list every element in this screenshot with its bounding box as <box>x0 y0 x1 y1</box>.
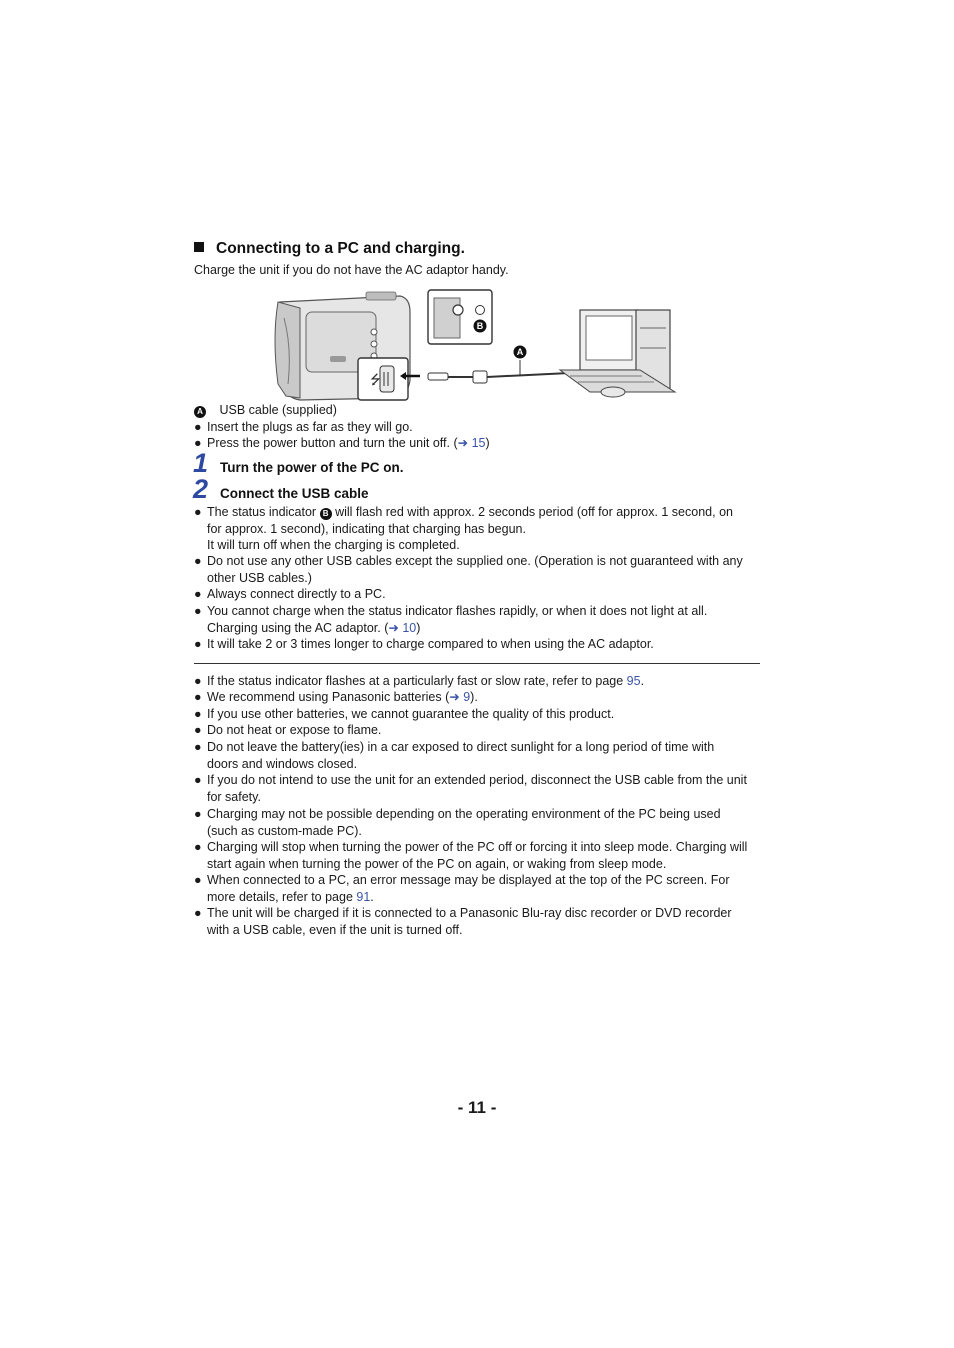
camcorder-pc-diagram <box>270 288 690 402</box>
section-heading <box>194 240 465 258</box>
page-link[interactable]: 91 <box>356 889 371 904</box>
bullet-icon: ● <box>194 637 202 651</box>
bullet-icon: ● <box>194 420 202 434</box>
list-item: ● Do not heat or expose to flame. <box>194 723 382 737</box>
bullet-icon: ● <box>194 906 202 920</box>
step-number: 1 <box>193 448 209 478</box>
marker-b-badge: B <box>320 508 332 520</box>
list-item: ● If the status indicator flashes at a particularly fast or slow rate, refer to page 95. <box>194 674 645 688</box>
list-item: ● Insert the plugs as far as they will go. <box>194 420 413 434</box>
bullet-icon: ● <box>194 873 202 887</box>
bullet-icon: ● <box>194 740 202 754</box>
list-item: ● Press the power button and turn the unit off. (➜ 15) <box>194 436 490 450</box>
square-bullet-icon <box>194 242 204 252</box>
page-link[interactable]: ➜ 15 <box>457 436 486 450</box>
usb-cable-icon <box>400 346 590 384</box>
list-item: ● The unit will be charged if it is connected to a Panasonic Blu-ray disc recorder or DVD recorder with a USB cable, even if the unit is turned off. <box>194 906 732 937</box>
list-item: ● The status indicator B will flash red with approx. 2 seconds period (off for approx. 1 second, on for approx. 1 second), indicating that charging has begun. It will turn off when the charging is completed. <box>194 505 733 553</box>
legend-text: USB cable (supplied) <box>219 403 337 417</box>
marker-b-label: B <box>476 321 484 331</box>
list-item: ● We recommend using Panasonic batteries (➜ 9). <box>194 690 478 704</box>
bullet-icon: ● <box>194 807 202 821</box>
bullet-icon: ● <box>194 604 202 618</box>
list-item: ● Do not use any other USB cables except the supplied one. (Operation is not guaranteed with any other USB cables.) <box>194 554 743 585</box>
section-intro: Charge the unit if you do not have the AC adaptor handy. <box>194 263 509 277</box>
page-link[interactable]: ➜ 9 <box>449 690 471 704</box>
step-label: Connect the USB cable <box>220 486 369 501</box>
bullet-icon: ● <box>194 707 202 721</box>
bullet-icon: ● <box>194 773 202 787</box>
page-link[interactable]: ➜ 10 <box>388 620 417 635</box>
marker-a-badge: A <box>194 406 206 418</box>
pc-icon <box>560 310 675 397</box>
connection-illustration <box>270 288 690 402</box>
list-item: ● When connected to a PC, an error message may be displayed at the top of the PC screen. For more details, refer to page 91. <box>194 873 730 904</box>
list-item: ● You cannot charge when the status indicator flashes rapidly, or when it does not light at all. Charging using the AC adaptor. (➜ 10) <box>194 604 708 635</box>
bullet-icon: ● <box>194 554 202 568</box>
list-item: ● It will take 2 or 3 times longer to charge compared to when using the AC adaptor. <box>194 637 654 651</box>
usb-port-inset <box>358 358 408 400</box>
list-item: ● If you do not intend to use the unit for an extended period, disconnect the USB cable from the unit for safety. <box>194 773 747 804</box>
list-item: ● Charging may not be possible depending on the operating environment of the PC being used (such as custom-made PC). <box>194 807 721 838</box>
bullet-icon: ● <box>194 587 202 601</box>
bullet-icon: ● <box>194 840 202 854</box>
marker-a-label: A <box>516 347 524 357</box>
list-item: ● Always connect directly to a PC. <box>194 587 386 601</box>
page-link[interactable]: 95 <box>626 674 641 688</box>
list-item: ● If you use other batteries, we cannot guarantee the quality of this product. <box>194 707 615 721</box>
bullet-icon: ● <box>194 690 202 704</box>
list-item: ● Charging will stop when turning the power of the PC off or forcing it into sleep mode. Charging will start again when turning the power of the PC on again, or waking from sleep mode. <box>194 840 748 871</box>
svg-text:⭍: ⭍ <box>370 373 381 388</box>
status-indicator-inset <box>428 290 492 344</box>
bullet-icon: ● <box>194 436 202 450</box>
page-number: - 11 - <box>457 1098 497 1117</box>
bullet-icon: ● <box>194 505 202 519</box>
step-number: 2 <box>193 474 209 504</box>
list-item: ● Do not leave the battery(ies) in a car exposed to direct sunlight for a long period of time with doors and windows closed. <box>194 740 715 771</box>
section-title: Connecting to a PC and charging. <box>216 240 465 257</box>
bullet-icon: ● <box>194 723 202 737</box>
step-label: Turn the power of the PC on. <box>220 460 404 475</box>
legend-row <box>194 402 337 419</box>
bullet-icon: ● <box>194 674 202 688</box>
section-divider <box>194 663 760 664</box>
